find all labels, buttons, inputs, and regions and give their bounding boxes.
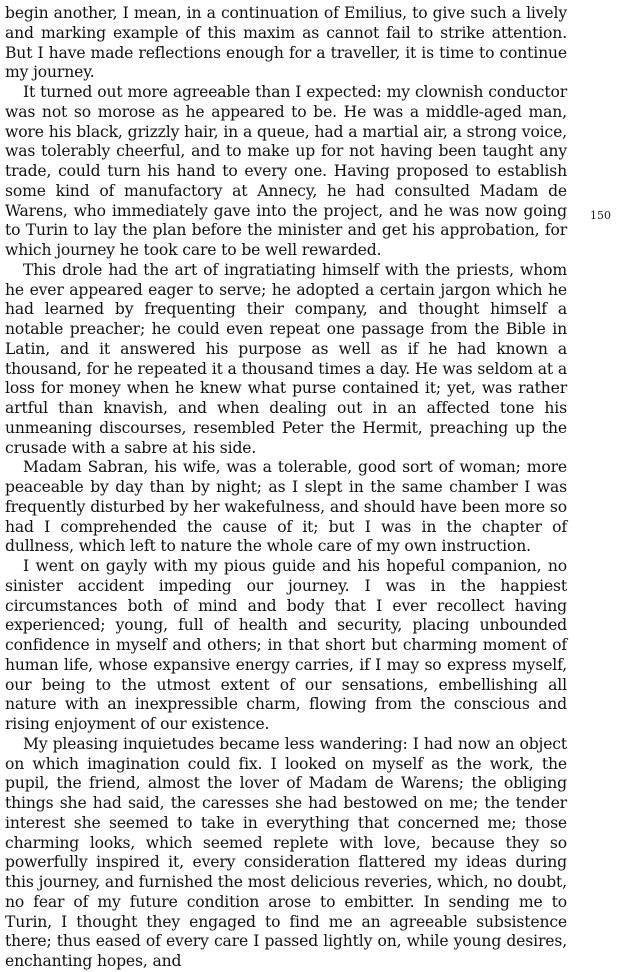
book-page-text xyxy=(5,4,567,972)
paragraph-journey: I went on gayly with my pious guide and his hopeful companion, no sinister accident impeding our journey. I was in the happiest circumstances both of mind and body that I ever recollect having experienced; young, full of health and security, placing unbounded confidence in myself and others; in that short but charming moment of human life, whose expansive energy carries, if I may so express myself, our being to the utmost extent of our sensations, embellishing all nature with an inexpressible charm, flowing from the conscious and rising enjoyment of our existence. xyxy=(5,557,567,733)
paragraph-madam-sabran: Madam Sabran, his wife, was a tolerable, good sort of woman; more peaceable by day than by night; as I slept in the same chamber I was frequently disturbed by her wakefulness, and should have been more so had I comprehended the cause of it; but I was in the chapter of dullness, which left to nature the whole care of my own instruction. xyxy=(5,458,567,556)
margin-page-number: 150 xyxy=(590,209,611,222)
paragraph-conductor: It turned out more agreeable than I expected: my clownish conductor was not so morose as he appeared to be. He was a middle-aged man, wore his black, grizzly hair, in a queue, had a martial air, a strong voice, was tolerably cheerful, and to make up for not having been taught any trade, could turn his hand to every one. Having proposed to establish some kind of manufactory at Annecy, he had consulted Madam de Warens, who immediately gave into the project, and he was now going to Turin to lay the plan before the minister and get his approbation, for which journey he took care to be well rewarded. xyxy=(5,83,567,259)
paragraph-continuation: begin another, I mean, in a continuation of Emilius, to give such a lively and marking example of this maxim as cannot fail to strike attention. But I have made reflections enough for a traveller, it is time to continue my journey. xyxy=(5,4,567,82)
paragraph-drole: This drole had the art of ingratiating himself with the priests, whom he ever appeared eager to serve; he adopted a certain jargon which he had learned by frequenting their company, and thought himself a notable preacher; he could even repeat one passage from the Bible in Latin, and it answered his purpose as well as if he had known a thousand, for he repeated it a thousand times a day. He was seldom at a loss for money when he knew what purse contained it; yet, was rather artful than knavish, and when dealing out in an affected tone his unmeaning discourses, resembled Peter the Hermit, preaching up the crusade with a sabre at his side. xyxy=(5,260,567,457)
paragraph-inquietudes: My pleasing inquietudes became less wandering: I had now an object on which imagination could fix. I looked on myself as the work, the pupil, the friend, almost the lover of Madam de Warens; the obliging things she had said, the caresses she had bestowed on me; the tender interest she seemed to take in everything that concerned me; those charming looks, which seemed replete with love, because they so powerfully inspired it, every consideration flattered my ideas during this journey, and furnished the most delicious reveries, which, no doubt, no fear of my future condition arose to embitter. In sending me to Turin, I thought they engaged to find me an agreeable subsistence there; thus eased of every care I passed lightly on, while young desires, enchanting hopes, and xyxy=(5,734,567,970)
